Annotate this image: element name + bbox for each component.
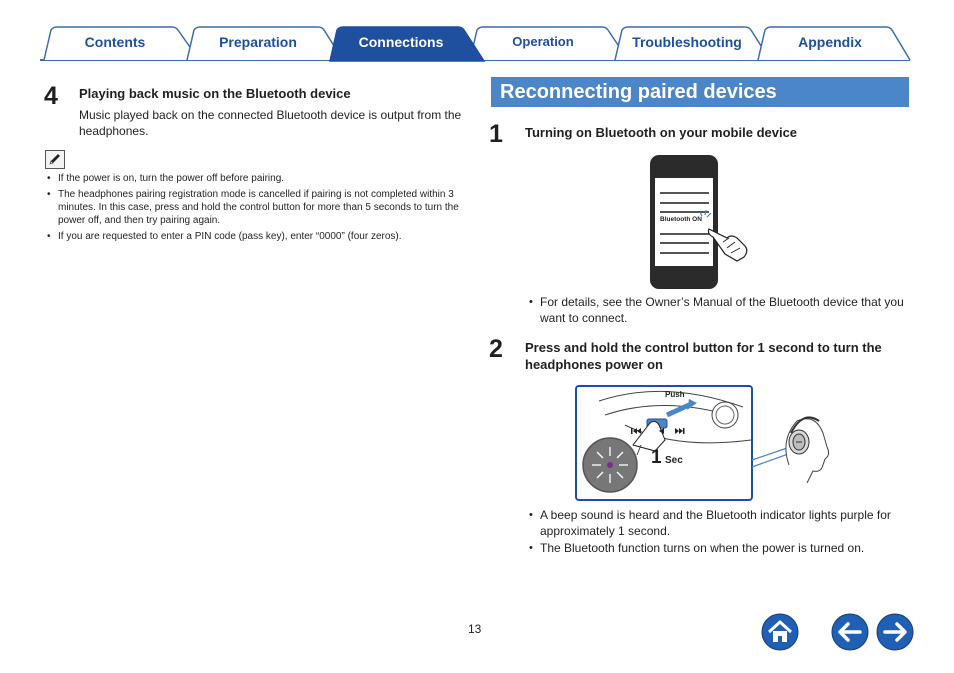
tab-bar xyxy=(0,0,954,64)
pencil-icon xyxy=(45,150,65,169)
bullet-item: • The Bluetooth function turns on when the power is turned on. xyxy=(528,540,908,556)
forward-button[interactable] xyxy=(876,613,914,651)
step-body-playback: Music played back on the connected Bluetooth device is output from the headphones. xyxy=(79,108,462,138)
tab-contents[interactable]: Contents xyxy=(84,34,146,50)
bullet-item: • A beep sound is heard and the Bluetooth indicator lights purple for approximately 1 second. xyxy=(528,507,908,539)
note-item: • The headphones pairing registration mode is cancelled if pairing is not completed within 3 minutes. In this case, press and hold the control button for more than 5 seconds to turn the power off, and then try pairing again. xyxy=(46,188,466,227)
tab-appendix[interactable]: Appendix xyxy=(798,34,862,50)
back-button[interactable] xyxy=(831,613,869,651)
bluetooth-on-label: Bluetooth ON xyxy=(660,216,702,223)
arrow-left-icon xyxy=(831,613,869,651)
tab-troubleshooting[interactable]: Troubleshooting xyxy=(632,34,742,50)
phone-illustration xyxy=(645,154,755,292)
note-item: • If you are requested to enter a PIN code (pass key), enter “0000” (four zeros). xyxy=(46,230,466,243)
step-title-playback: Playing back music on the Bluetooth device xyxy=(79,86,351,101)
section-banner xyxy=(491,77,909,107)
one-second-unit: Sec xyxy=(665,455,683,466)
note-item: • If the power is on, turn the power off before pairing. xyxy=(46,172,466,185)
step1-bullets xyxy=(528,294,908,327)
push-label: Push xyxy=(665,390,685,399)
bullet-item: • For details, see the Owner’s Manual of the Bluetooth device that you want to connect. xyxy=(528,294,908,326)
notes-list xyxy=(46,172,466,246)
tab-operation[interactable]: Operation xyxy=(512,34,574,49)
step-title-bluetooth-on: Turning on Bluetooth on your mobile device xyxy=(525,125,798,140)
step2-bullets xyxy=(528,507,908,557)
section-title: Reconnecting paired devices xyxy=(500,81,777,103)
tab-preparation[interactable]: Preparation xyxy=(219,34,297,50)
one-second-number: 1 xyxy=(651,447,662,468)
step-number-1: 1 xyxy=(489,120,503,148)
home-icon xyxy=(761,613,799,651)
headphones-control-illustration xyxy=(575,385,830,503)
step-number-2: 2 xyxy=(489,335,503,363)
tab-shapes xyxy=(0,0,954,64)
home-button[interactable] xyxy=(761,613,799,651)
tab-connections[interactable]: Connections xyxy=(358,34,444,50)
step-title-press-hold: Press and hold the control button for 1 second to turn the headphones power on xyxy=(525,340,882,372)
arrow-right-icon xyxy=(876,613,914,651)
step-number-4: 4 xyxy=(44,82,58,110)
page-number: 13 xyxy=(468,622,482,636)
